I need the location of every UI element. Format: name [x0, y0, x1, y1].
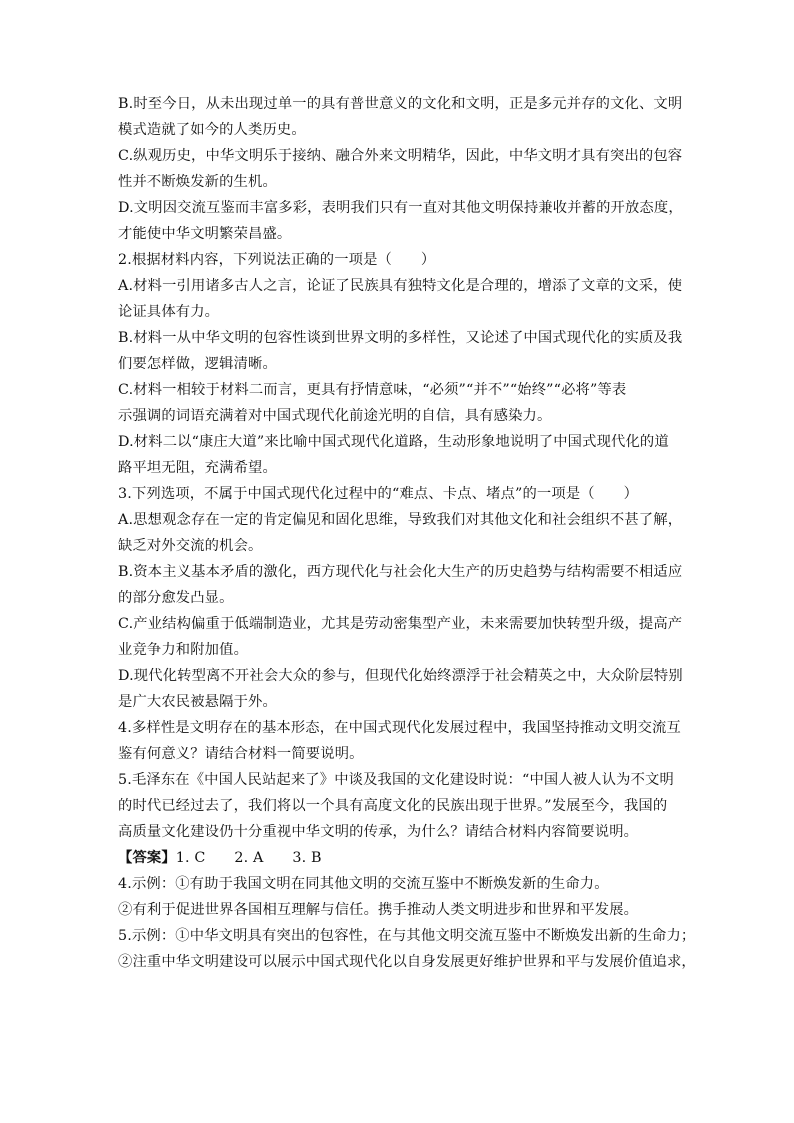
text-line: C.材料一相较于材料二而言，更具有抒情意味，“必须”“并不”“始终”“必将”等表: [118, 382, 627, 398]
text-line: 缺乏对外交流的机会。: [118, 538, 263, 554]
text-line: ②注重中华文明建设可以展示中国式现代化以自身发展更好维护世界和平与发展价值追求，: [118, 954, 696, 970]
text-line: 模式造就了如今的人类历史。: [118, 122, 306, 138]
text-line: D.文明因交流互鉴而丰富多彩，表明我们只有一直对其他文明保持兼收并蓄的开放态度，: [118, 200, 683, 216]
text-line: B.材料一从中华文明的包容性谈到世界文明的多样性，又论述了中国式现代化的实质及我: [118, 330, 683, 346]
text-line: D.材料二以“康庄大道”来比喻中国式现代化道路，生动形象地说明了中国式现代化的道: [118, 434, 669, 450]
text-line: C.产业结构偏重于低端制造业，尤其是劳动密集型产业，未来需要加快转型升级，提高产: [118, 616, 683, 632]
text-line: 的时代已经过去了，我们将以一个具有高度文化的民族出现于世界。”发展至今，我国的: [118, 798, 668, 814]
text-line: 4.示例：①有助于我国文明在同其他文明的交流互鉴中不断焕发新的生命力。: [118, 876, 609, 892]
text-line: B.时至今日，从未出现过单一的具有普世意义的文化和文明，正是多元并存的文化、文明: [118, 96, 683, 112]
answer-text: 1. C 2. A 3. B: [175, 850, 322, 866]
text-line: ②有利于促进世界各国相互理解与信任。携手推动人类文明进步和世界和平发展。: [118, 902, 639, 918]
question-3: 3.下列选项，不属于中国式现代化过程中的“难点、卡点、堵点”的一项是（ ）: [118, 486, 639, 502]
document-page: [118, 91, 696, 975]
text-line: 性并不断焕发新的生机。: [118, 174, 277, 190]
question-2: 2.根据材料内容，下列说法正确的一项是（ ）: [118, 252, 436, 268]
text-line: 是广大农民被悬隔于外。: [118, 694, 277, 710]
text-line: A.材料一引用诸多古人之言，论证了民族具有独特文化是合理的，增添了文章的文采，使: [118, 278, 683, 294]
question-4: 4.多样性是文明存在的基本形态，在中国式现代化发展过程中，我国坚持推动文明交流互: [118, 720, 681, 736]
text-line: 鉴有何意义？请结合材料一简要说明。: [118, 746, 364, 762]
text-line: 5.示例：①中华文明具有突出的包容性，在与其他文明交流互鉴中不断焕发出新的生命力；: [118, 928, 696, 944]
text-line: 高质量文化建设仍十分重视中华文明的传承，为什么？请结合材料内容简要说明。: [118, 824, 639, 840]
text-line: 们要怎样做，逻辑清晰。: [118, 356, 277, 372]
question-5: 5.毛泽东在《中国人民站起来了》中谈及我国的文化建设时说：“中国人被人认为不文明: [118, 772, 674, 788]
answer-tag: 【答案】: [118, 850, 176, 866]
answer-line: [118, 845, 680, 871]
text-line: 才能使中华文明繁荣昌盛。: [118, 226, 292, 242]
text-line: 示强调的词语充满着对中国式现代化前途光明的自信，具有感染力。: [118, 408, 552, 424]
text-line: 业竞争力和附加值。: [118, 642, 249, 658]
text-line: 论证具体有力。: [118, 304, 220, 320]
text-line: B.资本主义基本矛盾的激化，西方现代化与社会化大生产的历史趋势与结构需要不相适应: [118, 564, 683, 580]
text-line: 的部分愈发凸显。: [118, 590, 234, 606]
text-line: C.纵观历史，中华文明乐于接纳、融合外来文明精华，因此，中华文明才具有突出的包容: [118, 148, 683, 164]
text-line: A.思想观念存在一定的肯定偏见和固化思维，导致我们对其他文化和社会组织不甚了解，: [118, 512, 683, 528]
text-line: 路平坦无阻，充满希望。: [118, 460, 277, 476]
text-line: D.现代化转型离不开社会大众的参与，但现代化始终漂浮于社会精英之中，大众阶层特别: [118, 668, 683, 684]
